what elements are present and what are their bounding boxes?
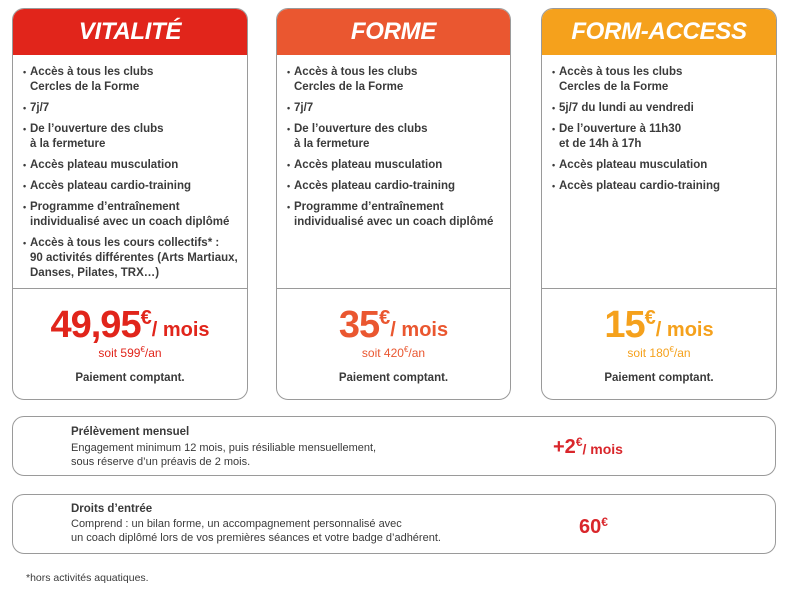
- feature-item: • Accès à tous les clubs Cercles de la Forme: [552, 65, 768, 95]
- entry-title: Droits d’entrée: [71, 503, 153, 515]
- feature-item: • Accès plateau musculation: [287, 158, 502, 173]
- price-amount: 15: [604, 304, 645, 346]
- plan-features: [542, 55, 776, 288]
- monthly-currency: €: [575, 435, 583, 449]
- price: [13, 305, 247, 345]
- plan-features: [13, 55, 247, 288]
- plan-features: [277, 55, 510, 288]
- feature-item: • De l’ouverture des clubs à la fermeture: [23, 122, 239, 152]
- price: [277, 305, 510, 345]
- feature-item: • Accès plateau musculation: [23, 158, 239, 173]
- monthly-price: [553, 436, 623, 458]
- feature-item: • Accès plateau cardio-training: [552, 179, 768, 194]
- feature-item: • Accès plateau musculation: [552, 158, 768, 173]
- annual-amount: soit 599: [98, 346, 141, 360]
- entry-text: Comprend : un bilan forme, un accompagnement personnalisé avec un coach diplômé lors de vos premières séances et votre badge d’adhérent.: [71, 518, 441, 544]
- plan-header: [542, 9, 776, 55]
- payment-terms: Paiement comptant.: [75, 372, 185, 384]
- monthly-period: / mois: [582, 441, 623, 457]
- plan-card-form-access: [541, 8, 777, 400]
- feature-item: • Programme d’entraînement individualisé avec un coach diplômé: [23, 200, 239, 230]
- annual-currency: €: [403, 345, 409, 354]
- feature-item: • Programme d’entraînement individualisé avec un coach diplômé: [287, 200, 502, 230]
- feature-item: • Accès plateau cardio-training: [287, 179, 502, 194]
- entry-fee-box: [12, 494, 776, 554]
- plan-title: FORME: [350, 18, 437, 45]
- plan-card-vitalite: [12, 8, 248, 400]
- annual-amount: soit 420: [361, 346, 404, 360]
- price-period: / mois: [655, 319, 714, 341]
- payment-terms: Paiement comptant.: [604, 372, 714, 384]
- plan-header: [13, 9, 247, 55]
- feature-item: • 7j/7: [287, 101, 502, 116]
- monthly-amount: +2: [553, 436, 576, 458]
- price-period: / mois: [390, 319, 449, 341]
- monthly-payment-box: [12, 416, 776, 476]
- plan-card-forme: [276, 8, 511, 400]
- annual-currency: €: [669, 345, 674, 354]
- price-amount: 35: [338, 304, 380, 346]
- footnote: *hors activités aquatiques.: [26, 572, 149, 584]
- price-currency: €: [140, 307, 152, 329]
- annual-period: /an: [144, 346, 162, 360]
- payment-terms: Paiement comptant.: [338, 372, 449, 384]
- price-amount: 49,95: [50, 304, 141, 346]
- annual-period: /an: [673, 346, 691, 360]
- price-zone: [542, 289, 776, 399]
- annual-price: [542, 346, 776, 360]
- annual-currency: €: [140, 345, 145, 354]
- feature-item: • 5j/7 du lundi au vendredi: [552, 101, 768, 116]
- annual-period: /an: [408, 346, 426, 360]
- feature-item: • Accès à tous les cours collectifs* : 90 activités différentes (Arts Martiaux, Danses, Pilates, TRX…): [23, 236, 239, 281]
- monthly-text: Engagement minimum 12 mois, puis résiliable mensuellement, sous réserve d’un préavis de 2 mois.: [71, 442, 377, 468]
- feature-item: • De l’ouverture des clubs à la fermeture: [287, 122, 502, 152]
- price-zone: [13, 289, 247, 399]
- feature-item: • 7j/7: [23, 101, 239, 116]
- price-period: / mois: [151, 319, 210, 341]
- plan-title: VITALITÉ: [78, 18, 182, 45]
- feature-item: • Accès à tous les clubs Cercles de la Forme: [23, 65, 239, 95]
- monthly-title: Prélèvement mensuel: [71, 426, 190, 438]
- price-currency: €: [644, 307, 656, 329]
- feature-item: • De l’ouverture à 11h30 et de 14h à 17h: [552, 122, 768, 152]
- plan-title: FORM-ACCESS: [571, 18, 747, 45]
- annual-amount: soit 180: [627, 346, 670, 360]
- price-zone: [277, 289, 510, 399]
- feature-item: • Accès à tous les clubs Cercles de la Forme: [287, 65, 502, 95]
- price: [542, 305, 776, 345]
- price-currency: €: [379, 307, 391, 329]
- annual-price: [13, 346, 247, 360]
- annual-price: [277, 346, 510, 360]
- feature-item: • Accès plateau cardio-training: [23, 179, 239, 194]
- plan-header: [277, 9, 510, 55]
- entry-currency: €: [601, 515, 608, 529]
- entry-amount: 60: [579, 516, 602, 538]
- entry-price: [579, 516, 608, 538]
